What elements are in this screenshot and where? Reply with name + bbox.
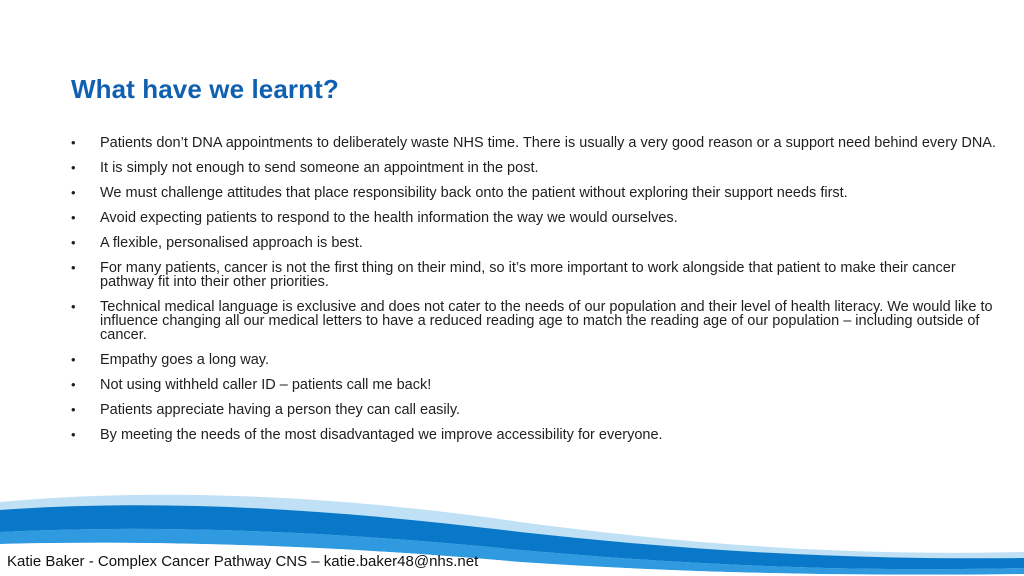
list-item: [71, 378, 996, 392]
bullet-marker: •: [71, 210, 76, 225]
bullet-list: [71, 136, 996, 453]
bullet-marker: •: [71, 235, 76, 250]
bullet-text: It is simply not enough to send someone an appointment in the post.: [100, 160, 539, 176]
bullet-marker: •: [71, 402, 76, 417]
list-item: [71, 261, 996, 289]
bullet-text: Patients don’t DNA appointments to deliberately waste NHS time. There is usually a very good reason or a support need behind every DNA.: [100, 135, 996, 151]
bullet-marker: •: [71, 377, 76, 392]
bullet-marker: •: [71, 160, 76, 175]
bullet-text: Not using withheld caller ID – patients call me back!: [100, 377, 432, 393]
bullet-marker: •: [71, 135, 76, 150]
bullet-marker: •: [71, 260, 76, 275]
list-item: [71, 161, 996, 175]
bullet-text: By meeting the needs of the most disadvantaged we improve accessibility for everyone.: [100, 427, 663, 443]
list-item: [71, 403, 996, 417]
footer-credit: Katie Baker - Complex Cancer Pathway CNS – katie.baker48@nhs.net: [7, 553, 479, 570]
bullet-text: We must challenge attitudes that place responsibility back onto the patient without exploring their support needs first.: [100, 185, 848, 201]
bullet-marker: •: [71, 352, 76, 367]
slide-title: What have we learnt?: [71, 74, 339, 104]
bullet-marker: •: [71, 427, 76, 442]
bullet-text: Avoid expecting patients to respond to the health information the way we would ourselves.: [100, 210, 678, 226]
bullet-text: A flexible, personalised approach is best.: [100, 235, 363, 251]
bullet-text: Technical medical language is exclusive and does not cater to the needs of our population and their level of health literacy. We would like to influence changing all our medical letters to have a reduced reading age to match the reading age of our population – including outside of cancer.: [100, 299, 993, 343]
list-item: [71, 353, 996, 367]
bullet-marker: •: [71, 185, 76, 200]
list-item: [71, 186, 996, 200]
list-item: [71, 136, 996, 150]
bullet-text: Empathy goes a long way.: [100, 352, 269, 368]
bullet-marker: •: [71, 299, 76, 314]
bullet-text: For many patients, cancer is not the first thing on their mind, so it’s more important to work alongside that patient to make their cancer pathway fit into their other priorities.: [100, 260, 956, 290]
list-item: [71, 211, 996, 225]
list-item: [71, 300, 996, 342]
bullet-text: Patients appreciate having a person they can call easily.: [100, 402, 461, 418]
list-item: [71, 428, 996, 442]
list-item: [71, 236, 996, 250]
